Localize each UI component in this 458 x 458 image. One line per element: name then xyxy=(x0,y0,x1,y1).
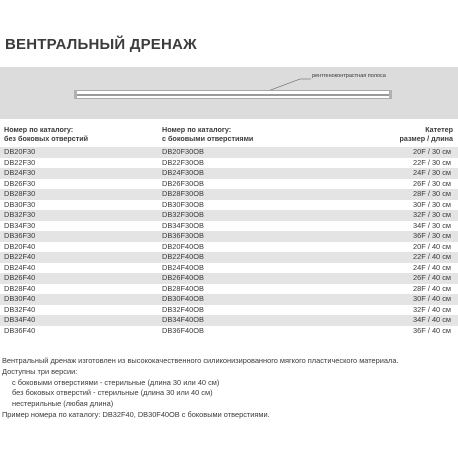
size-length: 34F / 40 см xyxy=(413,315,451,324)
catalog-with-holes: DB24F30OB xyxy=(162,168,204,177)
catalog-no-holes: DB32F30 xyxy=(4,210,36,219)
catalog-with-holes: DB22F40OB xyxy=(162,252,204,261)
catalog-no-holes: DB28F40 xyxy=(4,283,36,293)
catalog-with-holes: DB36F30OB xyxy=(162,231,204,240)
header-line: Катетер xyxy=(425,125,453,134)
radiopaque-stripe-label: рентгеноконтрастная полоса xyxy=(312,73,386,79)
drain-illustration xyxy=(0,67,458,119)
table-row xyxy=(0,252,458,263)
catalog-with-holes: DB34F30OB xyxy=(162,220,204,230)
catalog-with-holes: DB22F30OB xyxy=(162,157,204,167)
size-length: 28F / 30 см xyxy=(413,189,451,198)
catalog-no-holes: DB20F40 xyxy=(4,241,36,251)
table-row xyxy=(0,315,458,326)
catalog-no-holes: DB36F40 xyxy=(4,325,36,335)
version-item: без боковых отверстий - стерильные (длина 30 или 40 см) xyxy=(12,388,213,398)
table-row xyxy=(0,326,458,337)
size-length: 20F / 30 см xyxy=(413,147,451,156)
product-description xyxy=(2,356,399,421)
table-row xyxy=(0,168,458,179)
table-row xyxy=(0,221,458,232)
catalog-with-holes: DB20F30OB xyxy=(162,147,204,156)
version-item: с боковыми отверстиями - стерильные (длина 30 или 40 см) xyxy=(12,377,220,387)
catalog-with-holes: DB36F40OB xyxy=(162,325,204,335)
table-row xyxy=(0,158,458,169)
header-line: Номер по каталогу: xyxy=(4,125,74,134)
header-line: Номер по каталогу: xyxy=(162,125,232,134)
size-length: 26F / 30 см xyxy=(413,178,451,188)
catalog-no-holes: DB34F40 xyxy=(4,315,36,324)
table-row xyxy=(0,305,458,316)
table-row xyxy=(0,147,458,158)
catalog-no-holes: DB24F30 xyxy=(4,168,36,177)
catalog-with-holes: DB32F40OB xyxy=(162,304,204,314)
catalog-no-holes: DB22F30 xyxy=(4,157,36,167)
catalog-no-holes: DB24F40 xyxy=(4,262,36,272)
catalog-with-holes: DB26F40OB xyxy=(162,273,204,282)
size-length: 20F / 40 см xyxy=(413,241,451,251)
catalog-with-holes: DB20F40OB xyxy=(162,241,204,251)
catalog-no-holes: DB32F40 xyxy=(4,304,36,314)
description-intro: Вентральный дренаж изготовлен из высококачественного силиконизированного мягкого пластического материала. xyxy=(2,356,399,365)
size-length: 24F / 30 см xyxy=(413,168,451,177)
header-line: размер / длина xyxy=(399,134,453,143)
header-line: без боковых отверстий xyxy=(4,134,89,143)
catalog-no-holes: DB26F30 xyxy=(4,178,36,188)
size-length: 24F / 40 см xyxy=(413,262,451,272)
catalog-with-holes: DB26F30OB xyxy=(162,178,204,188)
size-length: 32F / 30 см xyxy=(413,210,451,219)
catalog-with-holes: DB34F40OB xyxy=(162,315,204,324)
size-length: 32F / 40 см xyxy=(413,304,451,314)
catalog-with-holes: DB32F30OB xyxy=(162,210,204,219)
catalog-with-holes: DB30F30OB xyxy=(162,199,204,209)
table-row xyxy=(0,242,458,253)
catalog-no-holes: DB36F30 xyxy=(4,231,36,240)
table-row xyxy=(0,231,458,242)
header-catalog-with-holes xyxy=(162,125,253,143)
size-length: 22F / 30 см xyxy=(413,157,451,167)
radiopaque-stripe xyxy=(76,94,390,96)
size-length: 26F / 40 см xyxy=(413,273,451,282)
catalog-with-holes: DB24F40OB xyxy=(162,262,204,272)
table-row xyxy=(0,273,458,284)
size-length: 30F / 40 см xyxy=(413,294,451,303)
tube-end-left xyxy=(74,90,77,99)
size-length: 36F / 30 см xyxy=(413,231,451,240)
catalog-no-holes: DB26F40 xyxy=(4,273,36,282)
table-row xyxy=(0,179,458,190)
table-row xyxy=(0,284,458,295)
catalog-with-holes: DB28F40OB xyxy=(162,283,204,293)
catalog-with-holes: DB30F40OB xyxy=(162,294,204,303)
table-row xyxy=(0,263,458,274)
versions-title: Доступны три версии: xyxy=(2,366,78,376)
header-line: с боковыми отверстиями xyxy=(162,134,254,143)
catalog-no-holes: DB30F30 xyxy=(4,199,36,209)
catalog-no-holes: DB30F40 xyxy=(4,294,36,303)
drain-tube xyxy=(75,90,391,99)
catalog-no-holes: DB28F30 xyxy=(4,189,36,198)
catalog-with-holes: DB28F30OB xyxy=(162,189,204,198)
catalog-no-holes: DB22F40 xyxy=(4,252,36,261)
version-item: нестерильные (любая длина) xyxy=(12,399,114,409)
size-length: 36F / 40 см xyxy=(413,325,451,335)
page-title: ВЕНТРАЛЬНЫЙ ДРЕНАЖ xyxy=(5,36,197,53)
size-length: 34F / 30 см xyxy=(413,220,451,230)
catalog-table xyxy=(0,147,458,336)
table-row xyxy=(0,200,458,211)
table-row xyxy=(0,189,458,200)
table-row xyxy=(0,210,458,221)
tube-end-right xyxy=(389,90,392,99)
catalog-no-holes: DB20F30 xyxy=(4,147,36,156)
header-catalog-no-holes xyxy=(4,125,88,143)
size-length: 22F / 40 см xyxy=(413,252,451,261)
catalog-no-holes: DB34F30 xyxy=(4,220,36,230)
catalog-example: Пример номера по каталогу: DB32F40, DB30F40OB с боковыми отверстиями. xyxy=(2,409,270,419)
size-length: 28F / 40 см xyxy=(413,283,451,293)
table-row xyxy=(0,294,458,305)
header-size-length xyxy=(400,125,453,143)
size-length: 30F / 30 см xyxy=(413,199,451,209)
